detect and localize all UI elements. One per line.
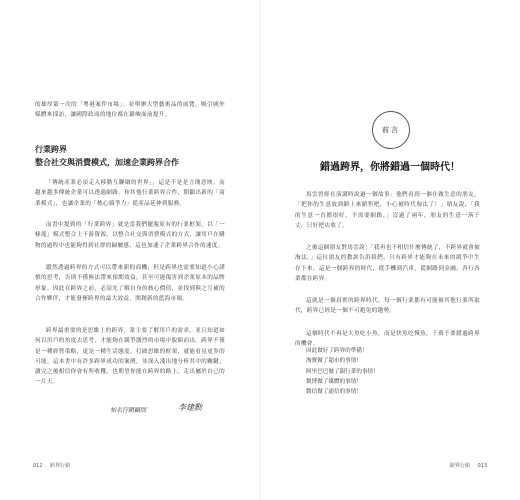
chapter-badge [372,111,410,149]
list-item: 阿里巴巴做了銀行業的事情！ [306,368,379,375]
body-paragraph-1: 「傳統產業必須走入移動互聯網的世界」，這是不是是言簡意賅。而越來越多傳統企業可以透過網路，和其他行業跨界合作，開闢出新的「商業模式」，也讓企業的「核心競爭力」從產品延伸到服務。 [35,180,225,207]
signature-name: 李建勳 [178,403,202,412]
body-paragraph-2: 而書中提到的「行業跨界」就是當我們擺脫原有的行業框架，以「一條龍」模式整合上下游資源，以整合社交與消費模式的方式，讓用戶在購物的過程中也能夠得到社群的歸屬感，這也加速了企業跨界合作的速度。 [35,222,225,249]
list-item: 微信做了通信的事情！ [306,389,362,396]
list-item: 微博做了媒體的事情！ [306,378,362,385]
page-number: 013 [477,463,487,469]
body-paragraph-4: 跨界最重要的是思維上的跨界，業主要了解用戶的需求，並且知道如何以用戶的角度去思考，才能夠在競爭激烈的市場中脫穎而出。跨界不僅是一種經營策略，更是一種生活態度。打破思維的框架，就能看見更多的可能。這本書中有許多跨界成功的案例，並深入淺出地分析其中的關鍵，讀完之後相信你會有所收穫，也期望你能在跨界的路上，走出屬於自己的一片天。 [35,328,225,386]
preface-paragraph-1: 馬雲曾經在演講時說過一個故事：他們看到一個在做生意的朋友，「把你的生意放到網上來銷售吧，小心被時代淘汰了！」朋友說，「我的生意一直都很好，不需要網路。」沒過了兩年，朋友的生意一落千丈，只好把店收了。 [295,192,480,229]
preface-paragraph-4: 這個時代不再是大魚吃小魚，而是快魚吃慢魚，千萬不要錯過跨界的機會。 [295,331,480,348]
section-subheading: 整合社交與消費模式，加速企業跨界合作 [35,158,179,167]
example-list [306,346,476,397]
list-item: 淘寶做了超市的事情！ [306,358,362,365]
page-number: 012 [33,463,43,469]
left-footer [33,462,70,469]
preface-paragraph-3: 這就是一個真實的跨界時代，每一個行業都有可能被其他行業所取代，跨界已經是一個不可避免的趨勢。 [295,298,480,315]
body-paragraph-3: 縱然透過跨界的方式可以帶來新的商機，但是跨界也需要知道小心謹慎的思考，否則不僅無法帶來預期效益，甚至可能傷害到企業原本的品牌形象。因此在跨界之前，必須先了解自身的核心價值，並找到與之互補的合作夥伴，才能發揮跨界的最大效益，開創新的藍海市場。 [35,265,225,302]
running-title: 跨界行銷 [50,463,71,469]
badge-label: 前言 [382,126,400,134]
right-footer [450,462,487,469]
preface-paragraph-2: 之後這個朋友對馬雲說：「我再也不相信什麼傳統了，不跨界就會被淘汰。」這位朋友的教訓告訴我們，只有跨界才能夠在未來的競爭中生存下來。這是一個跨界的時代，從手機到汽車，從網路到金融，各行各業都在跨界。 [295,245,481,282]
list-item: 因此做好了跨界的準備！ [306,348,368,354]
running-title: 跨界行銷 [449,463,470,469]
section-heading: 行業跨界 [35,145,67,154]
signature-role: 知名行銷顧問 [110,407,147,414]
chapter-title: 錯過跨界，你將錯過一個時代！ [320,162,460,173]
intro-paragraph: 的雄厚第一次的「粵港案件市場」。並舉辦大型藝術品的展覽，吸引國外媒體來採訪，讓國際政商的地位都在嚴峻面前提升。 [35,102,225,119]
